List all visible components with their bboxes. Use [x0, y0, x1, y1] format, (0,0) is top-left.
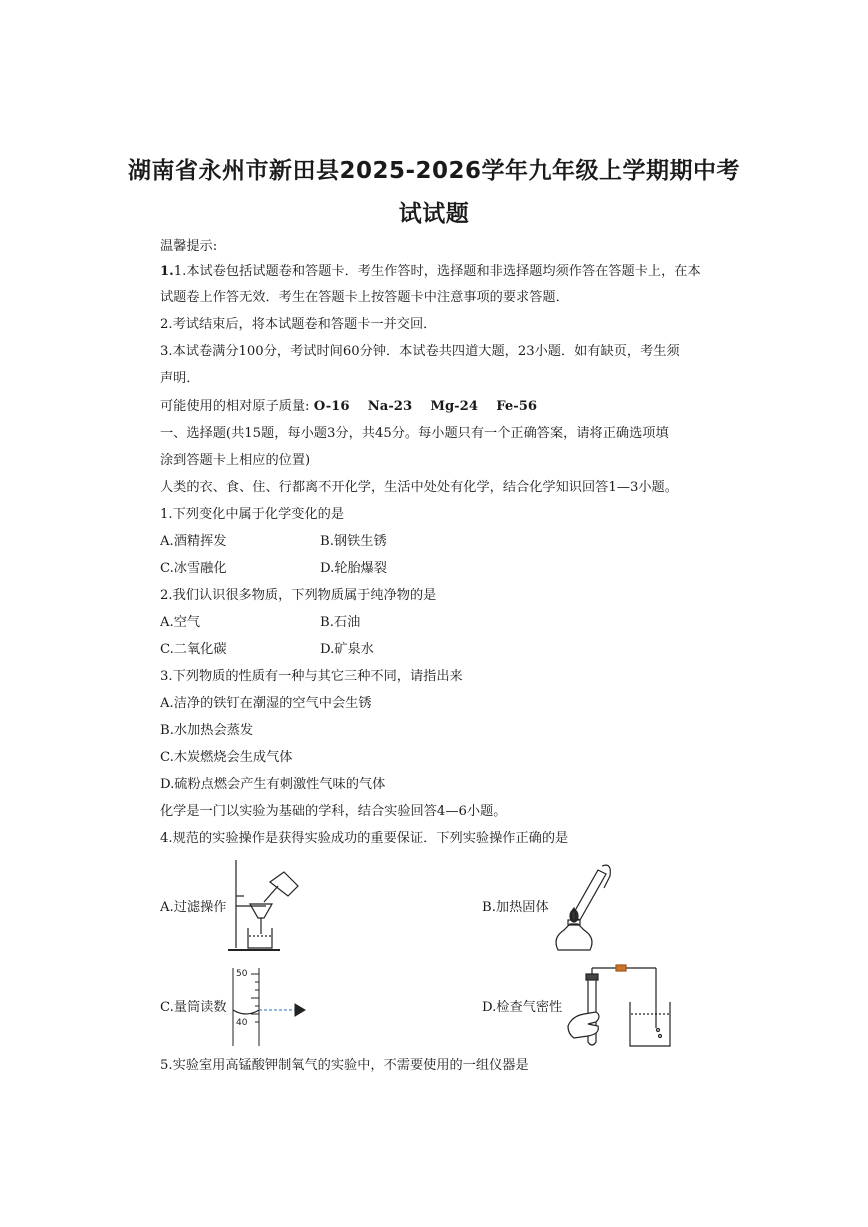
cylinder-figure: [227, 966, 313, 1048]
note-3a: 3.本试卷满分100分，考试时间60分钟．本试卷共四道大题，23小题．如有缺页，考生须: [160, 344, 680, 359]
atomic-mass-line: [160, 398, 537, 416]
atomic-mass-o: O-16: [313, 399, 350, 414]
q3-option-c: C.木炭燃烧会生成气体: [160, 750, 293, 765]
q5-stem: 5.实验室用高锰酸钾制氧气的实验中，不需要使用的一组仪器是: [160, 1058, 529, 1073]
exam-title-line1: 湖南省永州市新田县2025-2026学年九年级上学期期中考: [127, 158, 741, 184]
q4-option-c: C.量筒读数: [160, 1000, 227, 1015]
note-1a-text: 1.本试卷包括试题卷和答题卡．考生作答时，选择题和非选择题均须作答在答题卡上，在本: [173, 264, 701, 279]
q1-stem: 1.下列变化中属于化学变化的是: [160, 507, 345, 522]
notes-heading: 温馨提示:: [160, 239, 218, 254]
q3-stem: 3.下列物质的性质有一种与其它三种不同，请指出来: [160, 669, 463, 684]
q2-stem: 2.我们认识很多物质，下列物质属于纯净物的是: [160, 588, 437, 603]
filtration-figure: [226, 856, 306, 954]
note-3b: 声明．: [160, 371, 200, 386]
atomic-mass-mg: Mg-24: [430, 399, 479, 414]
q3-option-d: D.硫粉点燃会产生有刺激性气味的气体: [160, 777, 386, 792]
q4-option-b: B.加热固体: [482, 900, 549, 915]
note-2: 2.考试结束后，将本试题卷和答题卡一并交回．: [160, 317, 437, 332]
exam-title-line2: 试试题: [398, 201, 470, 227]
note-1b: 试题卷上作答无效．考生在答题卡上按答题卡中注意事项的要求答题．: [160, 290, 569, 305]
q1-option-a: A.酒精挥发: [160, 534, 227, 549]
q1-option-c: C.冰雪融化: [160, 561, 227, 576]
heating-figure: [548, 858, 618, 956]
q1-option-b: B.钢铁生锈: [320, 534, 387, 549]
q2-option-c: C.二氧化碳: [160, 642, 227, 657]
q4-option-d: D.检查气密性: [482, 1000, 563, 1015]
section1-heading-b: 涂到答题卡上相应的位置): [160, 453, 311, 468]
atomic-mass-label: 可能使用的相对原子质量:: [160, 399, 310, 414]
q2-option-b: B.石油: [320, 615, 361, 630]
q4-stem: 4.规范的实验操作是获得实验成功的重要保证．下列实验操作正确的是: [160, 831, 569, 846]
section1-intro1: 人类的衣、食、住、行都离不开化学，生活中处处有化学，结合化学知识回答1—3小题。: [160, 480, 678, 495]
atomic-mass-fe: Fe-56: [496, 399, 538, 414]
cylinder-label-40: 40: [236, 1018, 248, 1028]
section1-intro2: 化学是一门以实验为基础的学科，结合实验回答4—6小题。: [160, 804, 507, 819]
q1-option-d: D.轮胎爆裂: [320, 561, 388, 576]
q3-option-a: A.洁净的铁钉在潮湿的空气中会生锈: [160, 696, 372, 711]
atomic-mass-na: Na-23: [367, 399, 413, 414]
q4-option-a: A.过滤操作: [160, 900, 227, 915]
note-1a: 1.1.本试卷包括试题卷和答题卡．考生作答时，选择题和非选择题均须作答在答题卡上，在本: [160, 264, 701, 279]
q2-option-d: D.矿泉水: [320, 642, 374, 657]
q3-option-b: B.水加热会蒸发: [160, 723, 254, 738]
cylinder-label-50: 50: [236, 969, 248, 979]
q2-option-a: A.空气: [160, 615, 201, 630]
section1-heading-a: 一、选择题(共15题，每小题3分，共45分。每小题只有一个正确答案，请将正确选项填: [160, 426, 669, 441]
airtightness-figure: [566, 964, 676, 1050]
